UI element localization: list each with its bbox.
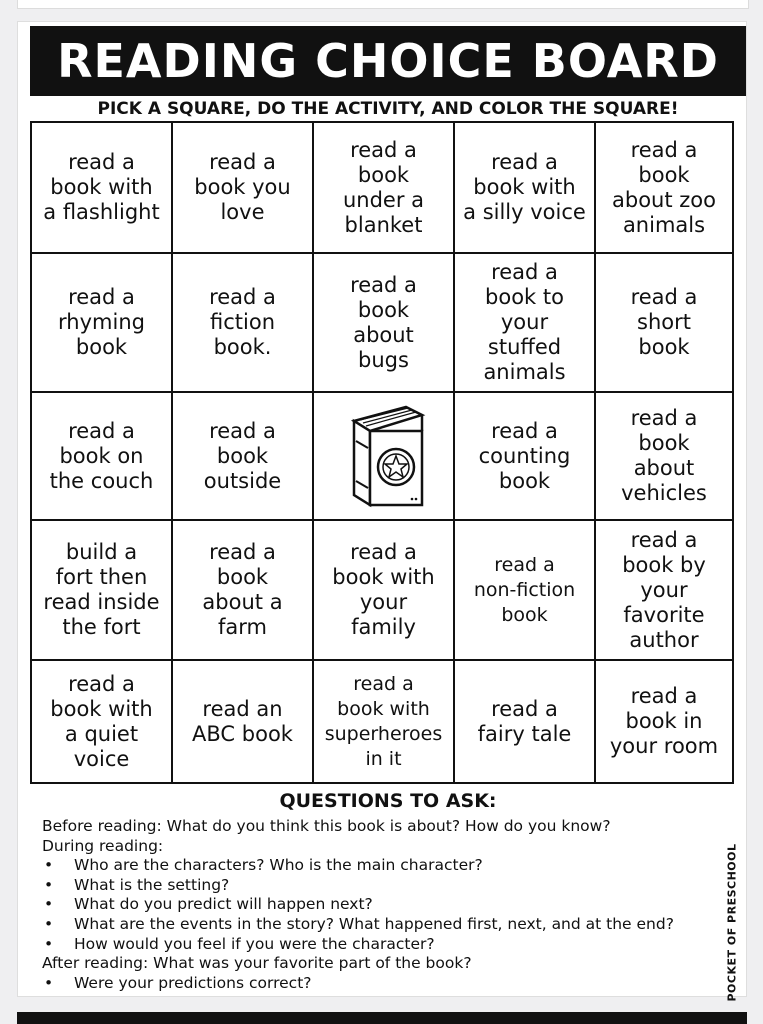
board-square[interactable]: read a book about zoo animals [596,123,732,254]
book-with-star-icon [334,401,434,511]
list-item: • What are the events in the story? What happened first, next, and at the end? [44,914,674,933]
brand-label: POCKET OF PRESCHOOL [725,842,739,1002]
instructions: PICK A SQUARE, DO THE ACTIVITY, AND COLOR THE SQUARE! [97,99,679,119]
list-item: • What is the setting? [44,875,230,894]
board-square[interactable]: read a book to your stuffed animals [455,254,596,393]
board-square[interactable]: read a book you love [173,123,314,254]
during-reading-label: During reading: [42,836,164,855]
board-square[interactable]: read a book with a quiet voice [32,661,173,782]
center-square [314,393,455,521]
after-reading-question: After reading: What was your favorite part of the book? [42,954,472,973]
questions-heading: QUESTIONS TO ASK: [279,790,497,812]
board-square[interactable]: read a book under a blanket [314,123,455,254]
board-square[interactable]: read a book with a flashlight [32,123,173,254]
board-square[interactable]: read a book outside [173,393,314,521]
list-item: • What do you predict will happen next? [44,895,373,914]
board-square[interactable]: read a book about a farm [173,521,314,661]
board-square[interactable]: read a fiction book. [173,254,314,393]
board-square[interactable]: read a short book [596,254,732,393]
board-square[interactable]: read a book about bugs [314,254,455,393]
before-reading-question: Before reading: What do you think this book is about? How do you know? [42,817,611,835]
list-item: • Who are the characters? Who is the main character? [44,856,483,875]
page-title-text: READING CHOICE BOARD [57,34,719,88]
board-square[interactable]: read a rhyming book [32,254,173,393]
page-title [30,26,746,96]
board-square[interactable]: read a counting book [455,393,596,521]
board-square[interactable]: read an ABC book [173,661,314,782]
next-page-edge [17,1012,747,1024]
board-square[interactable]: read a book in your room [609,684,719,758]
board-square[interactable]: read a non-fiction book [455,521,596,661]
board-square[interactable]: read a book about vehicles [596,393,732,521]
board-square[interactable]: read a book with your family [314,521,455,661]
list-item: • Were your predictions correct? [44,973,312,992]
board-square[interactable]: read a book with a silly voice [455,123,596,254]
board-square[interactable]: read a book with superheroes in it [314,661,455,782]
choice-board [30,121,734,784]
board-square[interactable]: read a fairy tale [455,661,596,782]
board-square[interactable]: read a book by your favorite author [596,521,732,661]
board-square[interactable]: build a fort then read inside the fort [32,521,173,661]
list-item: • How would you feel if you were the character? [44,934,435,953]
questions-list [42,817,732,993]
previous-page-edge [17,0,749,9]
board-square[interactable]: read a book on the couch [32,393,173,521]
